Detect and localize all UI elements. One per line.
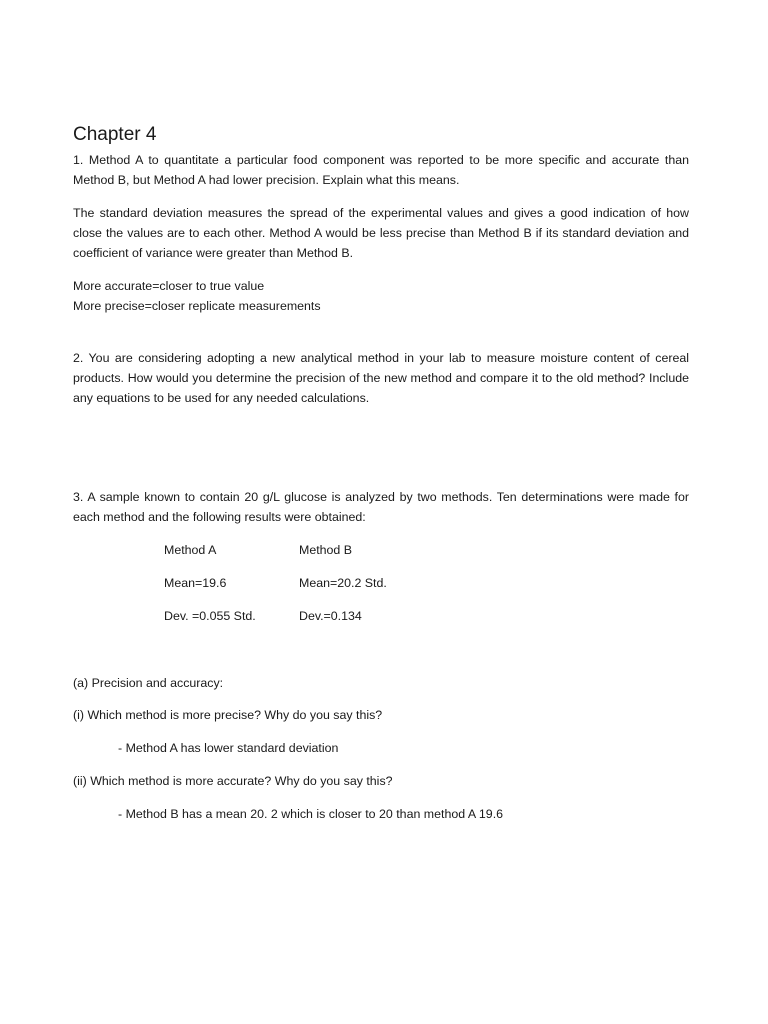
question-1: 1. Method A to quantitate a particular food component was reported to be more specific and accurate than Method B, but Method A had lower precision. Explain what this means. bbox=[73, 153, 689, 187]
part-ii-answer: - Method B has a mean 20. 2 which is closer to 20 than method A 19.6 bbox=[118, 807, 504, 821]
chapter-title: Chapter 4 bbox=[73, 124, 157, 145]
question-3: 3. A sample known to contain 20 g/L glucose is analyzed by two methods. Ten determinations were made for each method and the following results were obtained: bbox=[73, 490, 689, 524]
precise-definition: More precise=closer replicate measurements bbox=[73, 299, 321, 313]
question-2: 2. You are considering adopting a new analytical method in your lab to measure moisture content of cereal products. How would you determine the precision of the new method and compare it to the old method? Include any equations to be used for any needed calculations. bbox=[73, 351, 689, 405]
part-a-heading: (a) Precision and accuracy: bbox=[73, 676, 224, 690]
accurate-definition: More accurate=closer to true value bbox=[73, 279, 265, 293]
method-b-dev: Dev.=0.134 bbox=[299, 609, 362, 623]
method-a-dev: Dev. =0.055 Std. bbox=[164, 609, 256, 623]
method-a-mean: Mean=19.6 bbox=[164, 576, 227, 590]
part-ii-question: (ii) Which method is more accurate? Why do you say this? bbox=[73, 774, 393, 788]
method-b-header: Method B bbox=[299, 543, 353, 557]
part-i-answer: - Method A has lower standard deviation bbox=[118, 741, 339, 755]
method-b-mean: Mean=20.2 Std. bbox=[299, 576, 387, 590]
answer-1-paragraph: The standard deviation measures the spread of the experimental values and gives a good indication of how close the values are to each other. Method A would be less precise than Method B if its standard deviation and coefficient of variance were greater than Method B. bbox=[73, 206, 689, 260]
method-a-header: Method A bbox=[164, 543, 217, 557]
part-i-question: (i) Which method is more precise? Why do you say this? bbox=[73, 708, 383, 722]
